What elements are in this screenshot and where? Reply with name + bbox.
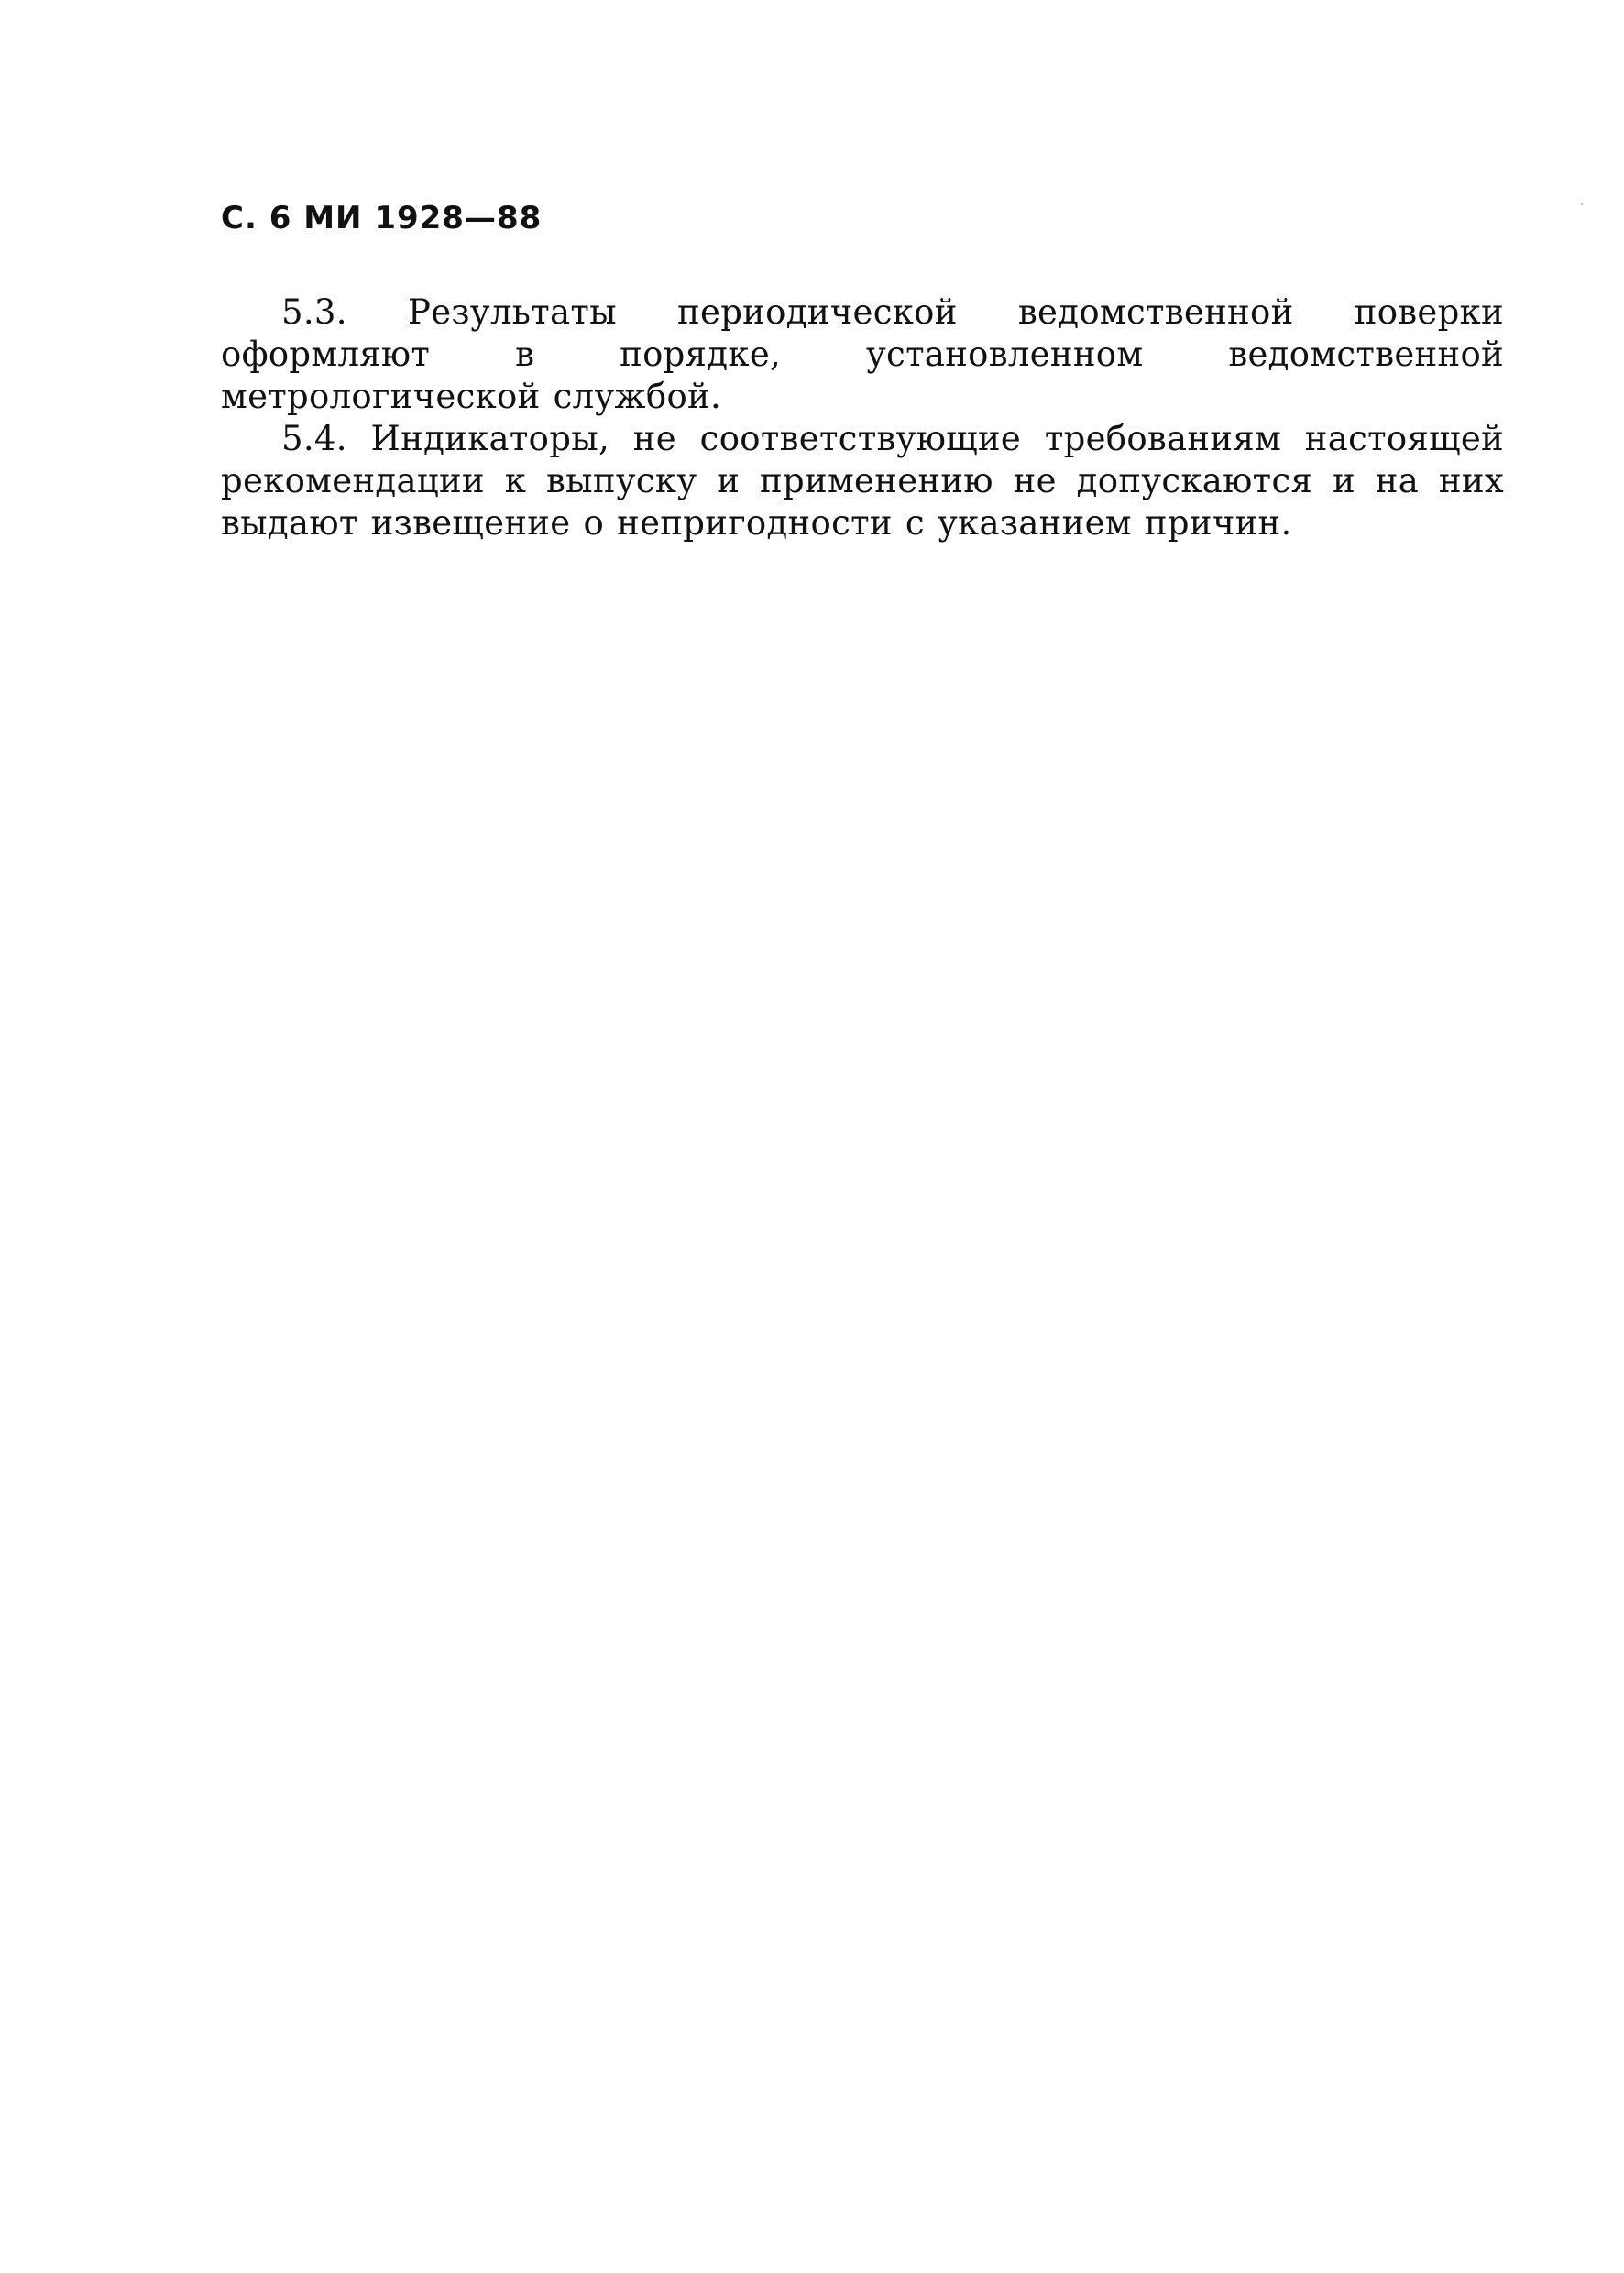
paragraph-5-3: 5.3. Результаты периодической ведомственной поверки оформляют в порядке, установленном ведомственной метрологической службой. <box>221 292 1504 416</box>
page-header: С. 6 МИ 1928—88 <box>221 200 543 236</box>
scan-speck <box>1581 203 1583 205</box>
document-body <box>221 291 1504 544</box>
paragraph-5-4: 5.4. Индикаторы, не соответствующие требованиям настоящей рекомендации к выпуску и применению не допускаются и на них выдают извещение о непригодности с указанием причин. <box>221 419 1504 543</box>
